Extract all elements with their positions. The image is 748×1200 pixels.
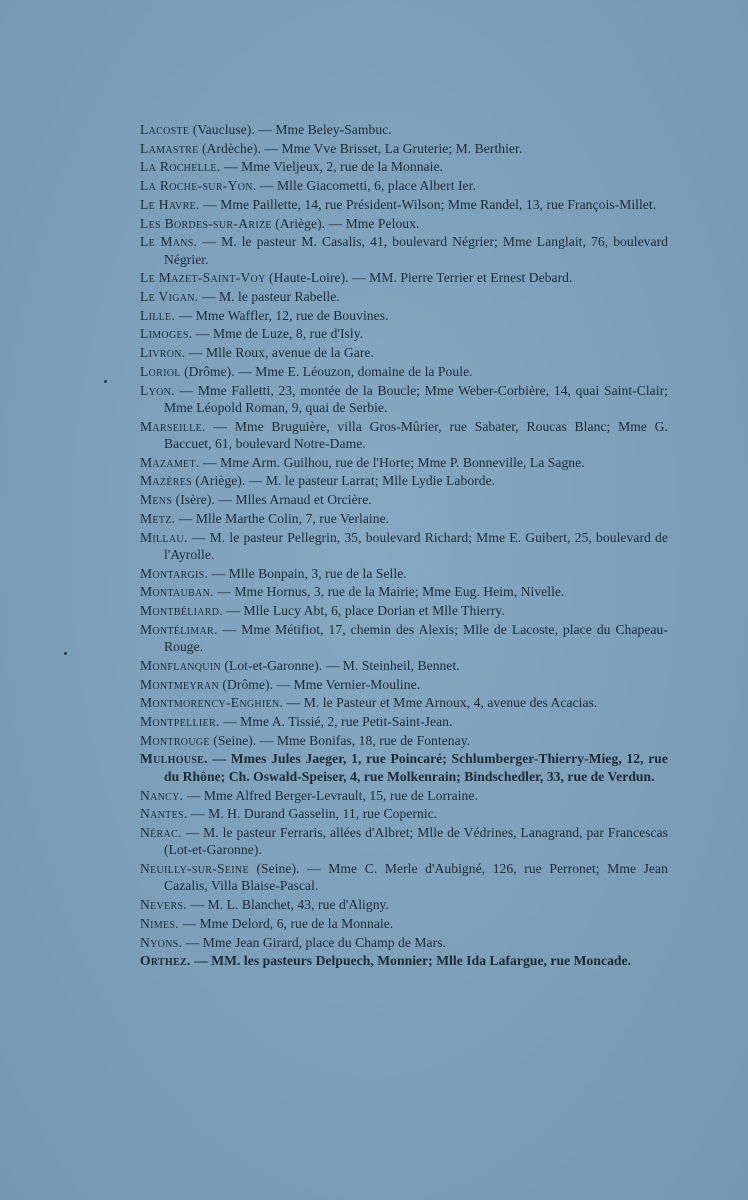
directory-entry [140, 787, 668, 804]
place-name: Monflanquin [140, 657, 221, 673]
place-name: Lamastre [140, 140, 199, 156]
entry-details: — Mme de Luze, 8, rue d'Isly. [192, 326, 364, 342]
place-name: Nérac. [140, 824, 182, 840]
directory-entry [140, 583, 668, 600]
entry-details: — M. H. Durand Gasselin, 11, rue Copernic. [187, 806, 438, 822]
directory-entry [140, 233, 668, 268]
entry-details: — M. le pasteur Ferraris, allées d'Albret; Mlle de Védrines, Lanagrand, par Francescas (Lot-et-Garonne). [164, 824, 668, 858]
place-name: Nevers. [140, 897, 187, 913]
directory-entry [140, 177, 668, 194]
place-name: Nancy. [140, 787, 184, 803]
place-name: Montpellier. [140, 714, 220, 730]
entry-details: — Mlle Bonpain, 3, rue de la Selle. [208, 565, 407, 581]
entry-details: — M. le Pasteur et Mme Arnoux, 4, avenue des Acacias. [283, 695, 598, 711]
place-name: Nimes. [140, 915, 179, 931]
directory-entry [140, 382, 668, 417]
place-name: Mazères [140, 473, 192, 489]
directory-entry [140, 307, 668, 324]
directory-list [140, 121, 668, 970]
place-name: Marseille. [140, 418, 206, 434]
place-name: Millau. [140, 529, 188, 545]
entry-details: — Mme Jean Girard, place du Champ de Mars. [182, 934, 447, 950]
directory-entry [140, 418, 668, 453]
directory-entry [140, 140, 668, 157]
place-name: Mulhouse. [140, 751, 208, 767]
place-name: Orthez. [140, 953, 191, 969]
entry-details: (Vaucluse). — Mme Beley-Sambuc. [189, 122, 392, 137]
entry-details: — M. le pasteur Rabelle. [198, 289, 340, 305]
directory-entry [140, 657, 668, 674]
place-name: Neuilly-sur-Seine [140, 861, 249, 877]
entry-details: — Mme Delord, 6, rue de la Monnaie. [178, 915, 394, 931]
place-name: Le Mazet-Saint-Voy [140, 270, 266, 286]
entry-details: — Mme Waffler, 12, rue de Bouvines. [175, 307, 389, 323]
directory-entry [140, 915, 668, 932]
place-name: Montauban. [140, 584, 214, 600]
place-name: Loriol [140, 363, 181, 379]
place-name: Metz. [140, 510, 176, 526]
place-name: Le Havre. [140, 196, 200, 212]
place-name: Mens [140, 492, 173, 508]
directory-entry [140, 325, 668, 342]
place-name: Montélimar. [140, 621, 218, 637]
place-name: Lacoste [140, 122, 190, 137]
place-name: La Roche-sur-Yon. [140, 178, 257, 194]
directory-entry [140, 215, 668, 232]
place-name: Montargis. [140, 565, 209, 581]
entry-details: — Mme Paillette, 14, rue Président-Wilson; Mme Randel, 13, rue François-Millet. [199, 196, 657, 212]
entry-details: (Haute-Loire). — MM. Pierre Terrier et Ernest Debard. [265, 270, 573, 286]
place-name: Les Bordes-sur-Arize [140, 215, 272, 231]
entry-details: — Mlle Giacometti, 6, place Albert Ier. [256, 178, 476, 194]
directory-entry [140, 565, 668, 582]
place-name: Livron. [140, 345, 186, 361]
directory-entry [140, 860, 668, 895]
entry-details: — Mme Arm. Guilhou, rue de l'Horte; Mme P. Bonneville, La Sagne. [199, 454, 585, 470]
directory-entry [140, 732, 668, 749]
entry-details: — MM. les pasteurs Delpuech, Monnier; Mlle Ida Lafargue, rue Moncade. [190, 953, 632, 969]
entry-details: (Drôme). — Mme E. Léouzon, domaine de la Poule. [180, 363, 473, 379]
directory-entry [140, 694, 668, 711]
directory-entry [140, 121, 668, 138]
place-name: Lyon. [140, 382, 175, 398]
place-name: Lille. [140, 307, 176, 323]
entry-details: (Ardèche). — Mme Vve Brisset, La Gruterie; M. Berthier. [198, 140, 523, 156]
entry-details: — M. L. Blanchet, 43, rue d'Aligny. [187, 897, 389, 913]
directory-entry [140, 288, 668, 305]
entry-details: — Mme Alfred Berger-Levrault, 15, rue de Lorraine. [183, 787, 478, 803]
directory-page [140, 121, 668, 971]
directory-entry [140, 805, 668, 822]
entry-details: — Mlle Marthe Colin, 7, rue Verlaine. [175, 510, 390, 526]
ink-speck [104, 380, 107, 383]
entry-details: — Mme Bruguière, villa Gros-Mûrier, rue Sabater, Roucas Blanc; Mme G. Baccuet, 61, boulevard Notre-Dame. [164, 418, 668, 452]
directory-entry [140, 454, 668, 471]
directory-entry [140, 472, 668, 489]
directory-entry [140, 750, 668, 785]
entry-details: — Mme Falletti, 23, montée de la Boucle; Mme Weber-Corbière, 14, quai Saint-Clair; Mme Léopold Roman, 9, quai de Serbie. [164, 382, 668, 415]
directory-entry [140, 344, 668, 361]
directory-entry [140, 491, 668, 508]
entry-details: — Mme Vieljeux, 2, rue de la Monnaie. [220, 159, 443, 175]
ink-speck [64, 652, 67, 655]
place-name: Le Mans. [140, 234, 198, 250]
entry-details: (Drôme). — Mme Vernier-Mouline. [218, 676, 421, 692]
entry-details: (Ariège). — M. le pasteur Larrat; Mlle Lydie Laborde. [191, 473, 496, 489]
directory-entry [140, 602, 668, 619]
entry-details: — Mlle Roux, avenue de la Gare. [185, 345, 374, 361]
directory-entry [140, 952, 668, 969]
place-name: Montmorency-Enghien. [140, 695, 284, 711]
entry-details: — Mme Hornus, 3, rue de la Mairie; Mme Eug. Heim, Nivelle. [213, 584, 565, 600]
directory-entry [140, 621, 668, 656]
place-name: Nyons. [140, 934, 183, 950]
entry-details: (Seine). — Mme C. Merle d'Aubigné, 126, rue Perronet; Mme Jean Cazalis, Villa Blaise-Pascal. [164, 861, 668, 894]
place-name: Le Vigan. [140, 289, 199, 305]
place-name: Nantes. [140, 806, 188, 822]
place-name: Limoges. [140, 326, 193, 342]
directory-entry [140, 158, 668, 175]
entry-details: (Seine). — Mme Bonifas, 18, rue de Fontenay. [209, 732, 471, 748]
place-name: Mazamet. [140, 454, 200, 470]
entry-details: (Ariège). — Mme Peloux. [271, 215, 420, 231]
entry-details: — M. le pasteur Pellegrin, 35, boulevard Richard; Mme E. Guibert, 25, boulevard de l'Ayrolle. [164, 529, 668, 562]
place-name: Montmeyran [140, 676, 219, 692]
place-name: La Rochelle. [140, 159, 221, 175]
directory-entry [140, 934, 668, 951]
entry-details: (Lot-et-Garonne). — M. Steinheil, Bennet. [220, 657, 460, 673]
directory-entry [140, 896, 668, 913]
place-name: Montrouge [140, 732, 210, 748]
entry-details: — M. le pasteur M. Casalis, 41, boulevard Négrier; Mme Langlait, 76, boulevard Négrier. [164, 234, 669, 267]
directory-entry [140, 529, 668, 564]
entry-details: — Mlle Lucy Abt, 6, place Dorian et Mlle Thierry. [222, 603, 505, 619]
entry-details: (Isère). — Mlles Arnaud et Orcière. [172, 492, 372, 508]
entry-details: — Mme A. Tissié, 2, rue Petit-Saint-Jean. [219, 714, 453, 730]
directory-entry [140, 824, 668, 859]
directory-entry [140, 196, 668, 213]
directory-entry [140, 363, 668, 380]
directory-entry [140, 676, 668, 693]
directory-entry [140, 713, 668, 730]
directory-entry [140, 510, 668, 527]
entry-details: — Mmes Jules Jaeger, 1, rue Poincaré; Schlumberger-Thierry-Mieg, 12, rue du Rhône; Ch. Oswald-Speiser, 4, rue Molkenrain; Bindschedler, 33, rue de Verdun. [164, 751, 668, 784]
place-name: Montbéliard. [140, 603, 223, 619]
directory-entry [140, 269, 668, 286]
entry-details: — Mme Métifiot, 17, chemin des Alexis; Mlle de Lacoste, place du Chapeau-Rouge. [164, 621, 668, 655]
